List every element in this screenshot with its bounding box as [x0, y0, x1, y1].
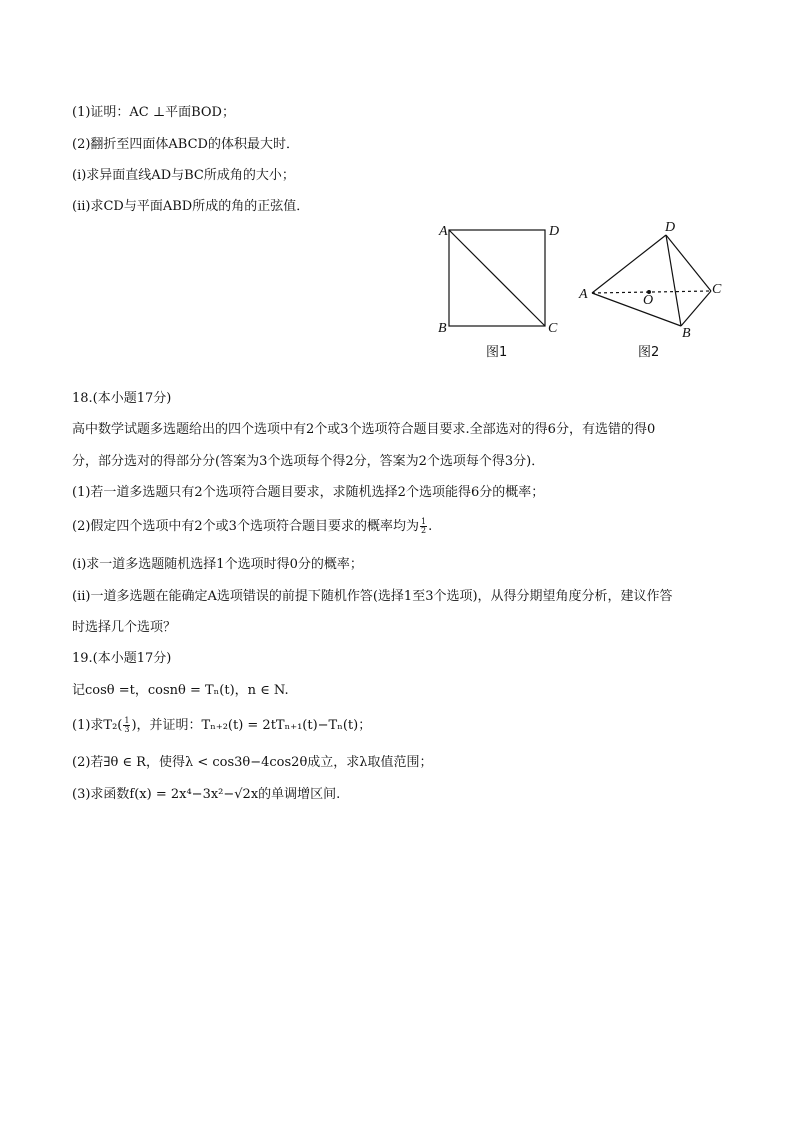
- q18-stem-line2: 分，部分选对的得部分分(答案为3个选项每个得2分，答案为2个选项每个得3分)．: [72, 454, 545, 469]
- square-abcd: [449, 230, 545, 326]
- fig1-label-c: C: [548, 321, 558, 336]
- fig1-label-d: D: [549, 224, 560, 239]
- fig2-label-c: C: [712, 282, 722, 297]
- fig1-label-a: A: [439, 224, 448, 239]
- figure-1: [430, 218, 570, 364]
- q18-header: 18.(本小题17分): [72, 391, 172, 406]
- fig1-label-b: B: [438, 321, 447, 336]
- q17-part2-ii: (ⅱ)求CD与平面ABD所成的角的正弦值．: [72, 199, 310, 214]
- figure-2: [572, 214, 732, 364]
- fig2-label-o: O: [643, 293, 654, 308]
- fraction-one-third: $\frac{1}{3}$: [124, 716, 130, 734]
- q19-part2: (2)若∃θ ∈ R，使得λ < cos3θ−4cos2θ成立，求λ取值范围；: [72, 755, 433, 770]
- tetrahedron-abcd: [592, 235, 711, 326]
- q18-part1: (1)若一道多选题只有2个选项符合题目要求，求随机选择2个选项能得6分的概率；: [72, 485, 545, 500]
- q17-part1: (1)证明：AC ⊥平面BOD；: [72, 105, 235, 120]
- q17-part2-i: (ⅰ)求异面直线AD与BC所成角的大小；: [72, 168, 295, 183]
- fig2-caption: 图2: [638, 345, 660, 360]
- q18-part2: (2)假定四个选项中有2个或3个选项符合题目要求的概率均为 $\frac{1}{2}$ .: [72, 517, 433, 535]
- q18-part2-ii-line2: 时选择几个选项？: [72, 620, 177, 635]
- fig1-caption: 图1: [486, 345, 508, 360]
- q19-header: 19.(本小题17分): [72, 651, 172, 666]
- fig2-label-d: D: [665, 220, 676, 235]
- q18-part2-text: (2)假定四个选项中有2个或3个选项符合题目要求的概率均为: [72, 519, 419, 534]
- q18-stem-line1: 高中数学试题多选题给出的四个选项中有2个或3个选项符合题目要求.全部选对的得6分，有选错的得0: [72, 422, 656, 437]
- q18-part2-ii-line1: (ⅱ)一道多选题在能确定A选项错误的前提下随机作答(选择1至3个选项)，从得分期望角度分析，建议作答: [72, 589, 673, 604]
- diagonal-ac: [449, 230, 545, 326]
- q17-part2: (2)翻折至四面体ABCD的体积最大时．: [72, 137, 299, 152]
- q18-part2-i: (ⅰ)求一道多选题随机选择1个选项时得0分的概率；: [72, 557, 363, 572]
- fraction-one-half: $\frac{1}{2}$: [420, 517, 427, 535]
- q19-part1: (1)求T₂( $\frac{1}{3}$ )，并证明：Tₙ₊₂(t) = 2tTₙ₊₁(t)−Tₙ(t)；: [72, 716, 372, 734]
- fig2-label-a: A: [579, 287, 588, 302]
- q19-part3: (3)求函数f(x) = 2x⁴−3x²−√2x的单调增区间.: [72, 787, 341, 802]
- fig2-label-b: B: [682, 326, 691, 341]
- q19-stem: 记cosθ =t，cosnθ = Tₙ(t)，n ∈ N.: [72, 683, 289, 698]
